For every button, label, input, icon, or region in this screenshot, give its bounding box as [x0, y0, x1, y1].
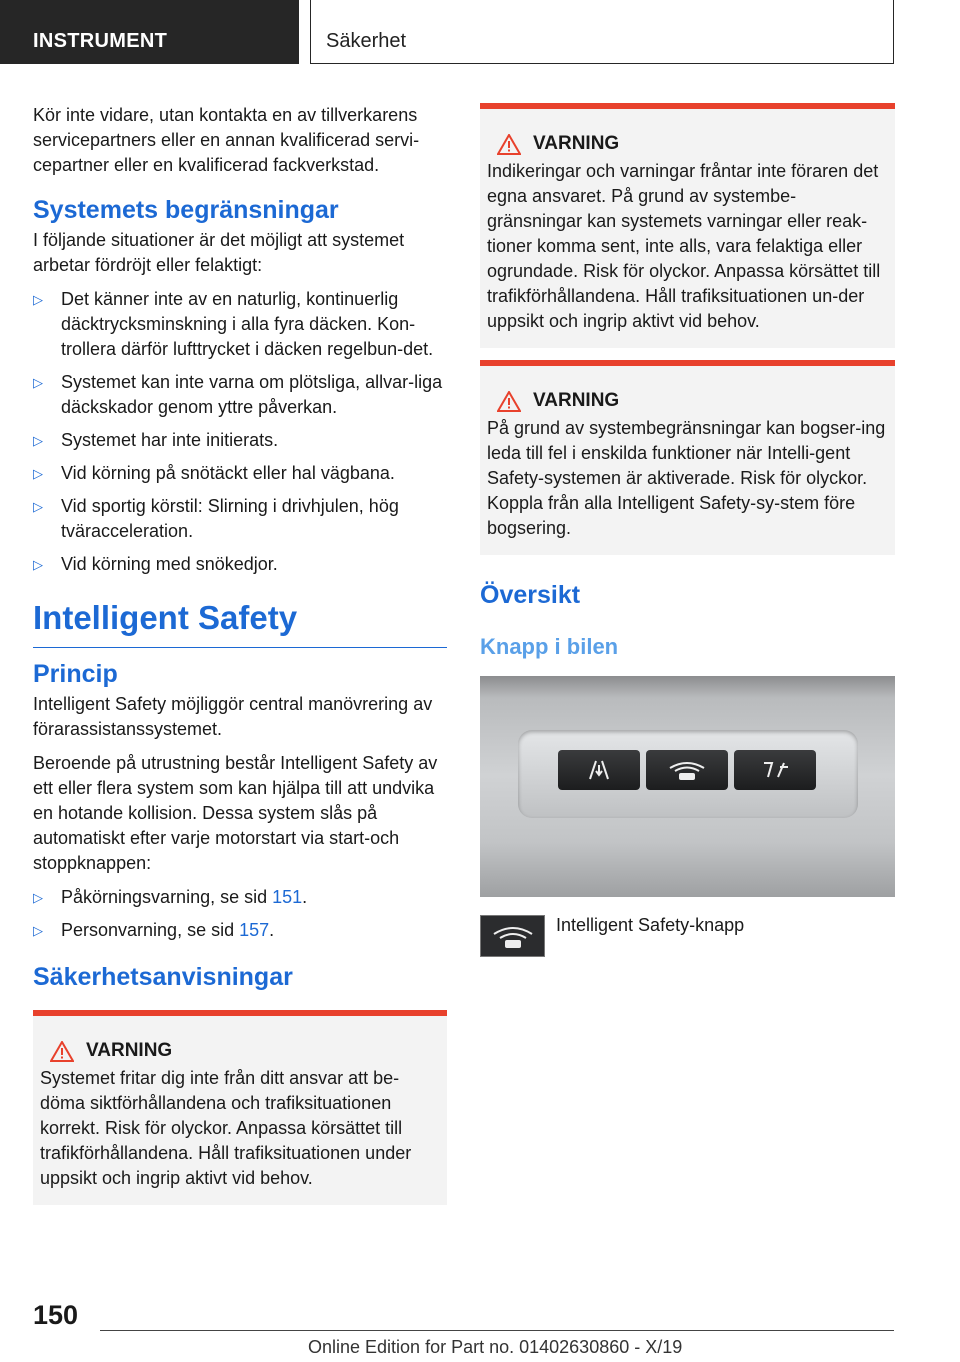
main-heading: Intelligent Safety — [33, 599, 447, 648]
car-safety-icon — [664, 758, 710, 782]
warning-box — [480, 103, 895, 348]
bullet-triangle-icon: ▷ — [33, 923, 43, 938]
limits-intro: I följande situationer är det möjligt att systemet arbetar fördröjt eller felaktigt: — [33, 230, 405, 275]
list-item: ▷ Systemet har inte initierats. — [33, 428, 447, 453]
left-column — [33, 103, 447, 1205]
intelligent-safety-button — [646, 750, 728, 790]
bullet-triangle-icon: ▷ — [33, 292, 43, 307]
header-title-box — [310, 0, 894, 64]
warning-text: På grund av systembegränsningar kan bogser-ing leda till fel i enskilda funktioner när Intelli-gent Safety-systemen är aktiverade. Risk för olyckor. Koppla från alla Intelligent Safety-sy-stem före bogsering. — [487, 418, 886, 538]
edition-text: Online Edition for Part no. 01402630860 - X/19 — [308, 1337, 683, 1357]
icon-caption-row — [480, 915, 895, 957]
bullet-triangle-icon: ▷ — [33, 890, 43, 905]
footer-divider — [100, 1330, 894, 1331]
list-item: ▷ Det känner inte av en naturlig, kontinuerlig däcktrycksminskning i alla fyra däcken. Kon-trollera därför lufttrycket i däcken regelbun-det. — [33, 289, 434, 359]
page-number: 150 — [33, 1300, 79, 1330]
warning-text: Indikeringar och varningar fråntar inte föraren det egna ansvaret. På grund av systembe-gränsningar kan systemets varningar eller reak-tioner komma sent, inte alls, vara felaktiga eller ogrundade. Risk för olyckor. Anpassa körsättet till trafikförhållandena. Håll trafiksituationen un-der uppsikt och ingrip aktivt vid behov. — [487, 161, 881, 331]
list-item: ▷ Personvarning, se sid 157. — [33, 918, 447, 943]
list-item: ▷ Vid körning med snökedjor. — [33, 552, 447, 577]
overview-heading: Översikt — [480, 581, 581, 609]
header-section-label: INSTRUMENT — [33, 30, 168, 52]
principle-paragraph-2: Beroende på utrustning består Intelligent Safety av ett eller flera system som kan hjälpa till att undvika en hotande kollision. Dessa system slås på automatiskt efter varje motorstart via start-och stoppknappen: — [33, 753, 438, 873]
warning-triangle-icon — [50, 1041, 74, 1062]
warning-box — [33, 1010, 447, 1205]
warning-title: VARNING — [40, 1040, 440, 1062]
warning-triangle-icon — [497, 391, 521, 412]
safety-heading: Säkerhetsanvisningar — [33, 963, 293, 991]
bullet-triangle-icon: ▷ — [33, 466, 43, 481]
list-item: ▷ Påkörningsvarning, se sid 151. — [33, 885, 447, 910]
principle-heading: Princip — [33, 660, 118, 688]
intelligent-safety-button-icon — [480, 915, 545, 957]
list-item: ▷ Vid körning på snötäckt eller hal vägbana. — [33, 461, 447, 486]
lane-assist-icon — [584, 759, 614, 781]
collision-warning-button — [734, 750, 816, 790]
list-item: ▷ Systemet kan inte varna om plötsliga, allvar-liga däckskador genom yttre påverkan. — [33, 372, 443, 417]
right-column — [480, 103, 895, 957]
intro-paragraph: Kör inte vidare, utan kontakta en av tillverkarens servicepartners eller en annan kvalificerad servi-cepartner eller en kvalificerad fackverkstad. — [33, 105, 420, 175]
collision-warning-icon — [758, 759, 792, 781]
icon-caption: Intelligent Safety-knapp — [556, 915, 745, 935]
header-title: Säkerhet — [326, 30, 407, 52]
warning-box — [480, 360, 895, 555]
limits-list — [33, 287, 447, 577]
header-section-tab — [0, 0, 299, 64]
button-set — [558, 750, 816, 790]
car-safety-icon — [488, 922, 538, 950]
limits-heading: Systemets begränsningar — [33, 196, 339, 224]
principle-paragraph-1: Intelligent Safety möjliggör central manövrering av förarassistanssystemet. — [33, 694, 433, 739]
bullet-triangle-icon: ▷ — [33, 499, 43, 514]
lane-assist-button — [558, 750, 640, 790]
warning-title: VARNING — [487, 390, 888, 412]
button-heading: Knapp i bilen — [480, 634, 619, 659]
warning-title: VARNING — [487, 133, 888, 155]
page-link[interactable]: 157 — [239, 920, 270, 940]
list-item: ▷ Vid sportig körstil: Slirning i drivhjulen, hög tväracceleration. — [33, 496, 399, 541]
warning-triangle-icon — [497, 134, 521, 155]
warning-text: Systemet fritar dig inte från ditt ansvar att be-döma siktförhållandena och trafiksituationen korrekt. Risk för olyckor. Anpassa körsättet till trafikförhållandena. Håll trafiksituationen under uppsikt och ingrip aktivt vid behov. — [40, 1068, 412, 1188]
page-link[interactable]: 151 — [272, 887, 303, 907]
bullet-triangle-icon: ▷ — [33, 375, 43, 390]
bullet-triangle-icon: ▷ — [33, 433, 43, 448]
button-panel — [518, 730, 858, 818]
car-button-photo — [480, 676, 895, 897]
principle-list — [33, 885, 447, 943]
bullet-triangle-icon: ▷ — [33, 557, 43, 572]
